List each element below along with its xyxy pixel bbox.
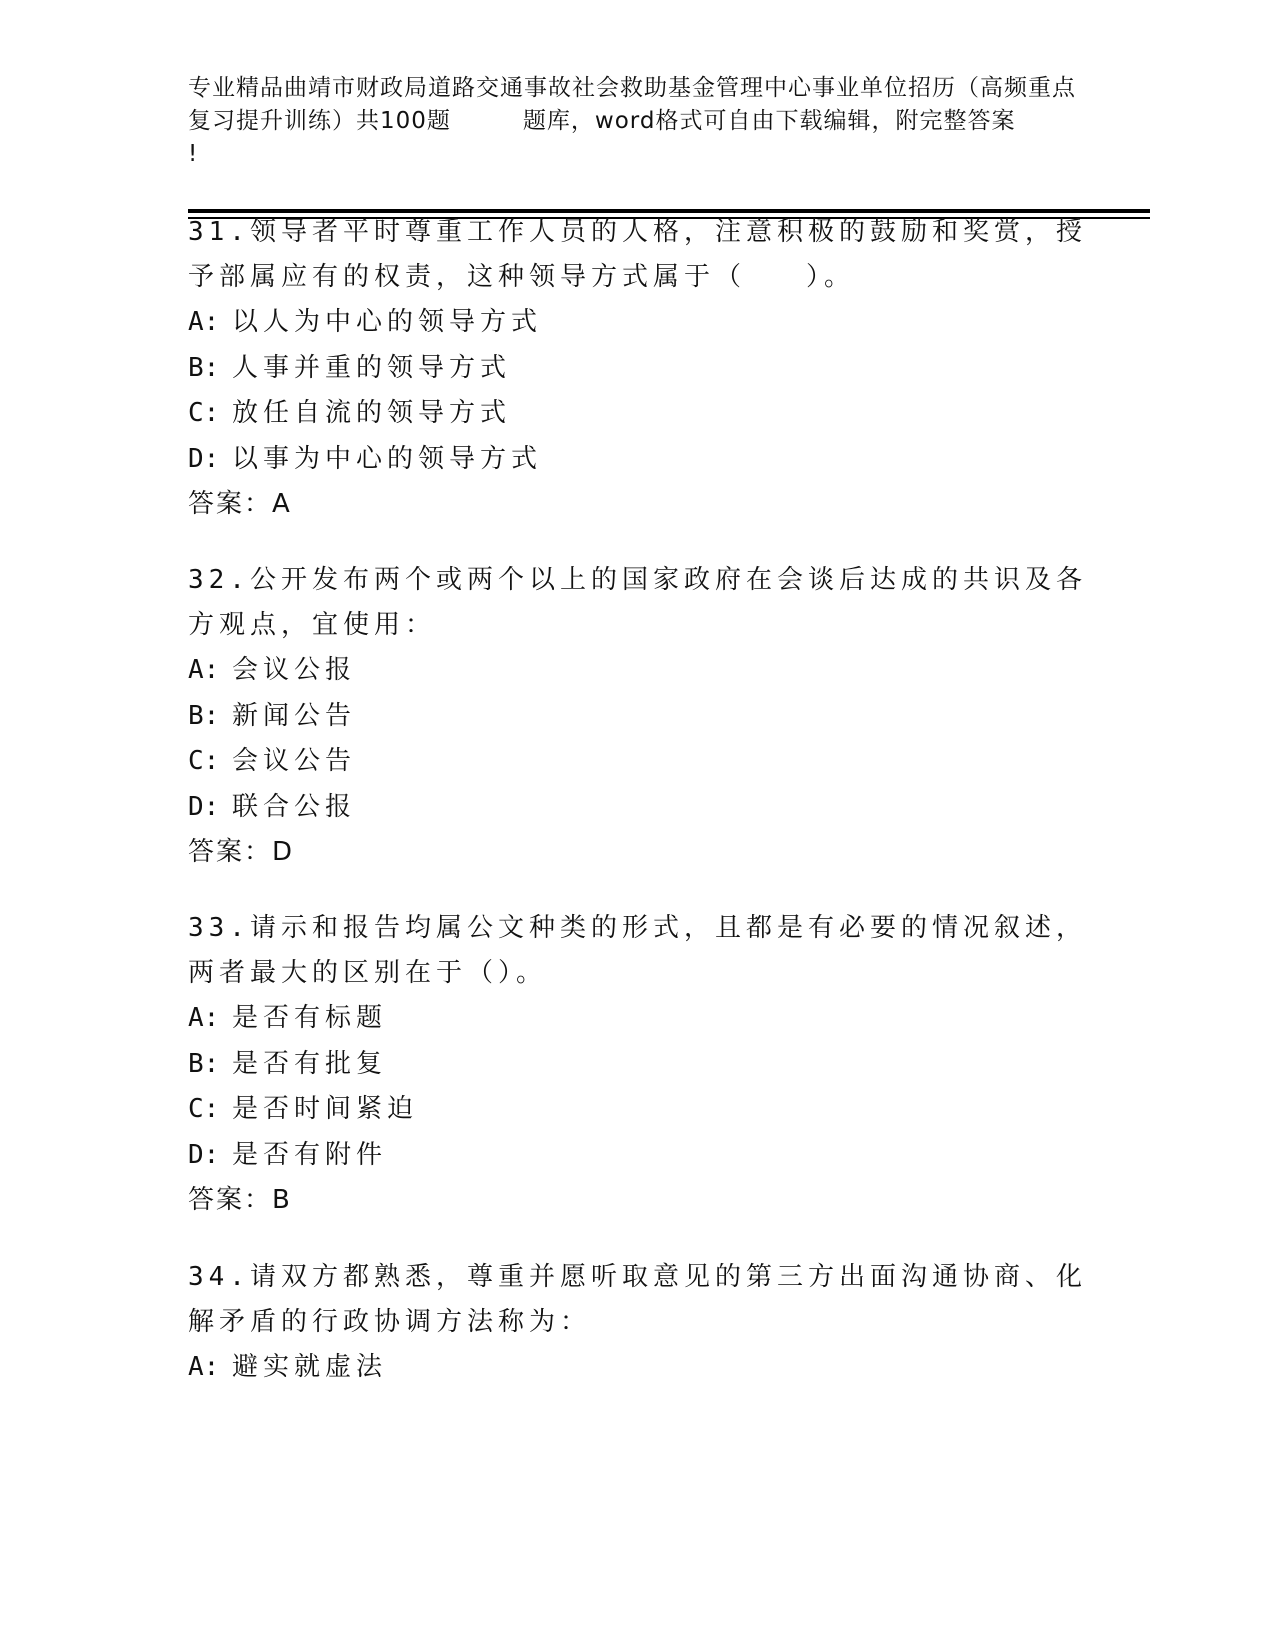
option-text: 放任自流的领导方式 xyxy=(232,398,512,428)
option-letter: A: xyxy=(188,1003,220,1033)
option-letter: A: xyxy=(188,655,220,685)
question-34 xyxy=(188,1255,1088,1391)
option-b xyxy=(188,694,1088,740)
question-31 xyxy=(188,210,1088,527)
option-text: 会议公报 xyxy=(232,655,357,685)
option-c xyxy=(188,391,1088,437)
question-stem-end: ）。 xyxy=(806,262,856,292)
question-stem: 32.公开发布两个或两个以上的国家政府在会谈后达成的共识及各方观点，宜使用： xyxy=(188,565,1087,640)
question-33 xyxy=(188,906,1088,1223)
answer-key: 答案：A xyxy=(188,489,292,519)
option-d xyxy=(188,1133,1088,1179)
option-text: 是否时间紧迫 xyxy=(232,1094,419,1124)
header-title-part2: 题库，word格式可自由下载编辑，附完整答案 xyxy=(522,108,1016,134)
document-header xyxy=(188,72,1088,171)
answer-key: 答案：D xyxy=(188,837,295,867)
option-a xyxy=(188,996,1088,1042)
option-letter: C: xyxy=(188,398,220,428)
option-text: 以人为中心的领导方式 xyxy=(232,307,543,337)
option-letter: D: xyxy=(188,443,220,474)
option-text: 会议公告 xyxy=(232,746,357,776)
option-letter: A: xyxy=(188,1352,220,1382)
option-letter: C: xyxy=(188,746,220,776)
answer-key: 答案：B xyxy=(188,1185,292,1215)
header-title-part3: ! xyxy=(188,141,199,167)
option-text: 是否有附件 xyxy=(232,1139,388,1170)
option-text: 避实就虚法 xyxy=(232,1352,388,1382)
option-d xyxy=(188,437,1088,483)
question-stem-text: 31.领导者平时尊重工作人员的人格，注意积极的鼓励和奖赏，授予部属应有的权责，这种领导方式属于（ xyxy=(188,217,1087,292)
option-text: 联合公报 xyxy=(232,791,357,822)
question-32 xyxy=(188,558,1088,875)
option-text: 以事为中心的领导方式 xyxy=(232,443,543,474)
option-text: 是否有标题 xyxy=(232,1003,388,1033)
option-b xyxy=(188,1042,1088,1088)
header-title-part1: 专业精品曲靖市财政局道路交通事故社会救助基金管理中心事业单位招历（高频重点复习提升训练）共100题 xyxy=(188,75,1076,134)
option-a xyxy=(188,300,1088,346)
option-text: 是否有批复 xyxy=(232,1048,388,1079)
question-stem: 34.请双方都熟悉，尊重并愿听取意见的第三方出面沟通协商、化解矛盾的行政协调方法称为： xyxy=(188,1262,1087,1337)
option-text: 新闻公告 xyxy=(232,700,357,731)
option-a xyxy=(188,1345,1088,1391)
option-letter: B: xyxy=(188,1048,220,1079)
option-b xyxy=(188,346,1088,392)
option-letter: A: xyxy=(188,307,220,337)
option-letter: B: xyxy=(188,700,220,731)
option-letter: D: xyxy=(188,1139,220,1170)
option-c xyxy=(188,1087,1088,1133)
question-stem xyxy=(188,210,1088,300)
option-d xyxy=(188,785,1088,831)
option-letter: B: xyxy=(188,352,220,383)
option-text: 人事并重的领导方式 xyxy=(232,352,512,383)
option-letter: D: xyxy=(188,791,220,822)
option-c xyxy=(188,739,1088,785)
option-a xyxy=(188,648,1088,694)
option-letter: C: xyxy=(188,1094,220,1124)
question-stem: 33.请示和报告均属公文种类的形式，且都是有必要的情况叙述，两者最大的区别在于（）。 xyxy=(188,913,1087,988)
